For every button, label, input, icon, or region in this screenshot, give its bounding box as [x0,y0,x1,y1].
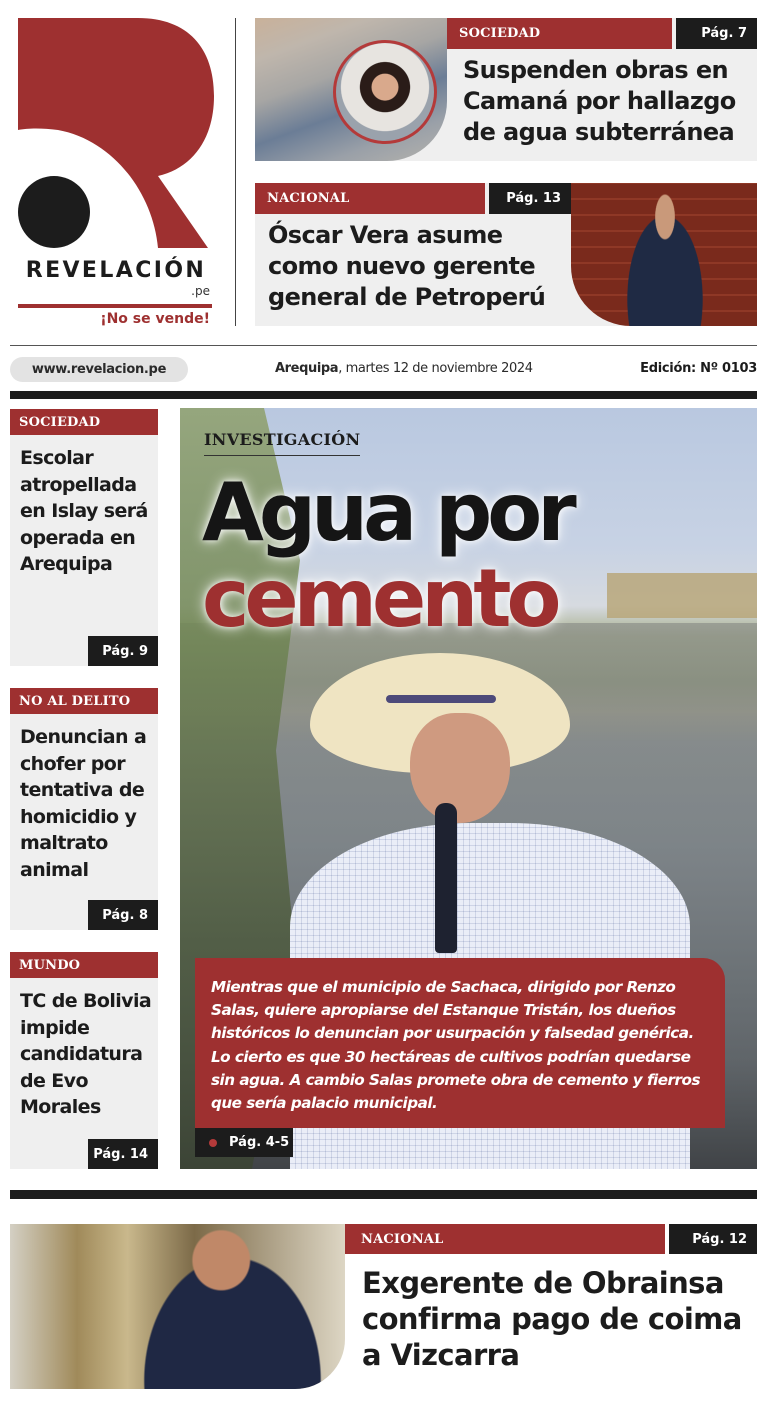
brief-headline[interactable]: TC de Bolivia impide candidatura de Evo Morales [20,990,152,1118]
hero-kicker: INVESTIGACIÓN [204,430,360,456]
hero-story[interactable] [180,408,757,1169]
brand-logo[interactable] [18,18,214,328]
brand-suffix: .pe [191,284,210,298]
page-label: Pág. 14 [88,1139,158,1169]
bottom-story-section: NACIONAL [345,1224,665,1254]
section-label: MUNDO [10,952,158,978]
section-label: SOCIEDAD [10,409,158,435]
page-label: Pág. 9 [88,636,158,666]
section-label: SOCIEDAD [447,18,672,49]
hero-summary: Mientras que el municipio de Sachaca, dirigido por Renzo Salas, quiere apropiarse del Estanque Tristán, los dueños históricos lo denuncian por usurpación y falsedad genérica. Lo cierto es que 30 hectáreas de cultivos podrían quedarse sin agua. A cambio Salas promete obra de cemento y fierros que sería palacio municipal. [195,958,725,1128]
hat-band [386,695,496,703]
page-label: Pág. 7 [676,18,757,49]
bottom-story-headline[interactable]: Exgerente de Obrainsa confirma pago de coima a Vizcarra [362,1266,742,1372]
brand-name: REVELACIÓN [25,258,207,283]
top-story-2-headline[interactable]: Óscar Vera asume como nuevo gerente general de Petroperú [268,221,546,311]
top-story-2[interactable] [255,183,757,326]
dateline [275,361,533,376]
hero-page-text: Pág. 4-5 [229,1135,290,1150]
brand-rule [18,304,212,308]
bottom-rule [10,1190,757,1199]
speaker-figure [120,1224,345,1389]
bullet-dot-icon [209,1139,217,1147]
bottom-story-photo[interactable] [10,1224,345,1389]
brief-headline[interactable]: Escolar atropellada en Islay será operada en Arequipa [20,447,148,575]
brief-headline[interactable]: Denuncian a chofer por tentativa de homicidio y maltrato animal [20,726,147,881]
hero-page-label [195,1128,293,1157]
logo-r-mark-icon [18,18,214,248]
page-label: Pág. 13 [489,183,571,214]
bottom-story-page: Pág. 12 [669,1224,757,1254]
hero-title-line-2[interactable]: cemento [202,552,557,645]
hero-reeds-bg [607,573,757,618]
speaker-figure [617,193,713,326]
top-story-1[interactable] [255,18,757,161]
masthead-divider [235,18,236,326]
website-link[interactable]: www.revelacion.pe [10,357,188,382]
dateline-city: Arequipa [275,361,339,376]
brief-3[interactable] [10,952,158,1169]
brief-2[interactable] [10,688,158,930]
section-label: NACIONAL [255,183,485,214]
microphone-icon [435,803,457,953]
dateline-date: , martes 12 de noviembre 2024 [338,361,533,376]
hero-title-line-1[interactable]: Agua por [202,466,572,559]
brief-1[interactable] [10,409,158,666]
top-rule [10,345,757,346]
page-label: Pág. 8 [88,900,158,930]
top-story-1-photo [255,18,447,161]
face [410,713,510,823]
top-story-1-headline[interactable]: Suspenden obras en Camaná por hallazgo de agua subterránea [463,56,736,146]
section-label: NO AL DELITO [10,688,158,714]
section-rule [10,391,757,399]
portrait-circle [333,40,437,144]
brand-slogan: ¡No se vende! [100,311,210,327]
edition-number: Edición: Nº 0103 [640,361,757,376]
top-story-2-photo [571,183,757,326]
